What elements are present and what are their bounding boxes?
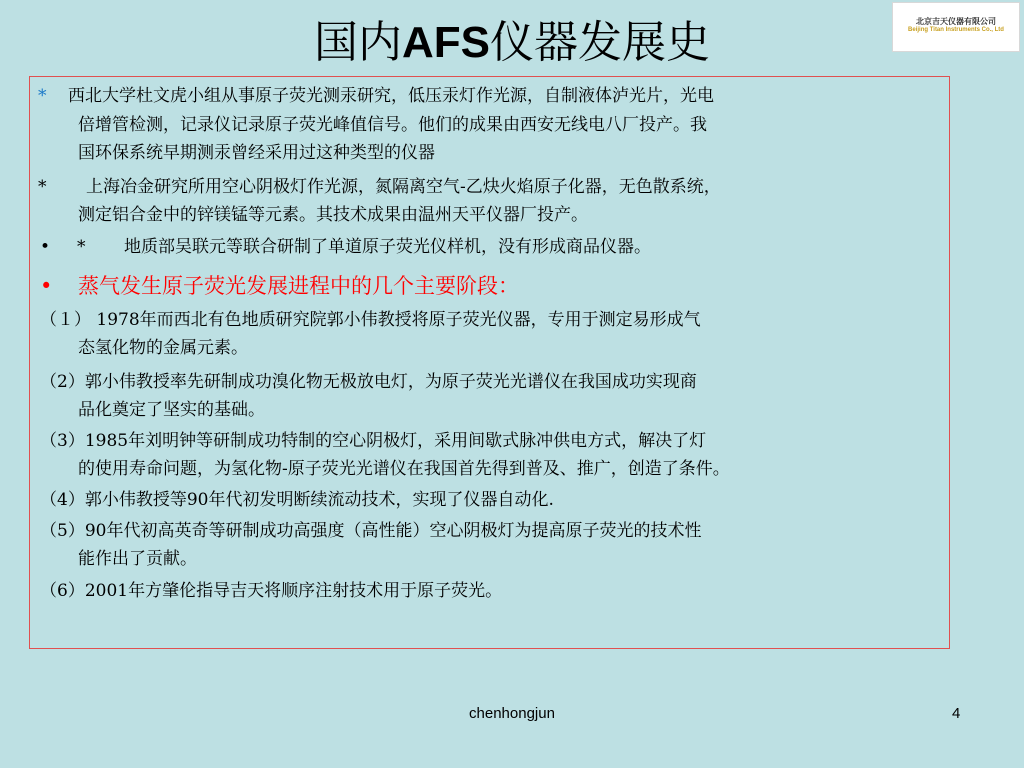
logo-cn-text: 北京吉天仪器有限公司: [916, 16, 996, 26]
company-logo: [892, 2, 1020, 52]
page-number: 4: [952, 705, 961, 722]
stage-4-line-1: （4）郭小伟教授等90年代初发明断续流动技术，实现了仪器自动化.: [40, 490, 554, 510]
bullet-2-marker: *: [38, 177, 47, 197]
bullet-1-line-1: 西北大学杜文虎小组从事原子荧光测汞研究，低压汞灯作光源，自制液体泸光片，光电: [68, 86, 714, 106]
bullet-1-line-3: 国环保系统早期测汞曾经采用过这种类型的仪器: [78, 143, 435, 163]
logo-en-text: Beijing Titan Instruments Co., Ltd: [908, 27, 1004, 33]
bullet-3-dot: •: [40, 237, 51, 257]
stage-3-line-2: 的使用寿命问题，为氢化物-原子荧光光谱仪在我国首先得到普及、推广，创造了条件。: [78, 459, 730, 479]
stage-3-line-1: （3）1985年刘明钟等研制成功特制的空心阴极灯，采用间歇式脉冲供电方式，解决了灯: [40, 431, 707, 451]
bullet-2-line-2: 测定铝合金中的锌镁锰等元素。其技术成果由温州天平仪器厂投产。: [78, 205, 588, 225]
stage-5-line-2: 能作出了贡献。: [78, 549, 197, 569]
stage-5-line-1: （5）90年代初高英奇等研制成功高强度（高性能）空心阴极灯为提高原子荧光的技术性: [40, 521, 702, 541]
bullet-3-line-1: 地质部吴联元等联合研制了单道原子荧光仪样机，没有形成商品仪器。: [124, 237, 651, 257]
footer-author: chenhongjun: [469, 705, 555, 722]
bullet-3-star: *: [77, 237, 86, 257]
stages-heading: 蒸气发生原子荧光发展进程中的几个主要阶段：: [78, 274, 519, 298]
stage-1-line-1: （１） 1978年而西北有色地质研究院郭小伟教授将原子荧光仪器，专用于测定易形成气: [40, 310, 701, 330]
bullet-1-line-2: 倍增管检测，记录仪记录原子荧光峰值信号。他们的成果由西安无线电八厂投产。我: [78, 115, 707, 135]
bullet-1-marker: *: [38, 86, 47, 106]
title-suffix: 仪器发展史: [490, 17, 710, 68]
title-afs: AFS: [402, 18, 490, 67]
heading-bullet: •: [40, 274, 53, 298]
stage-2-line-1: （2）郭小伟教授率先研制成功溴化物无极放电灯，为原子荧光光谱仪在我国成功实现商: [40, 372, 697, 392]
stage-6-line-1: （6）2001年方肇伦指导吉天将顺序注射技术用于原子荧光。: [40, 581, 503, 601]
slide-title: [0, 8, 1024, 78]
stage-2-line-2: 品化奠定了坚实的基础。: [78, 400, 265, 420]
stage-1-line-2: 态氢化物的金属元素。: [78, 338, 248, 358]
bullet-2-line-1: 上海冶金研究所用空心阴极灯作光源，氮隔离空气-乙炔火焰原子化器，无色散系统，: [86, 177, 721, 197]
title-prefix: 国内: [314, 17, 402, 68]
